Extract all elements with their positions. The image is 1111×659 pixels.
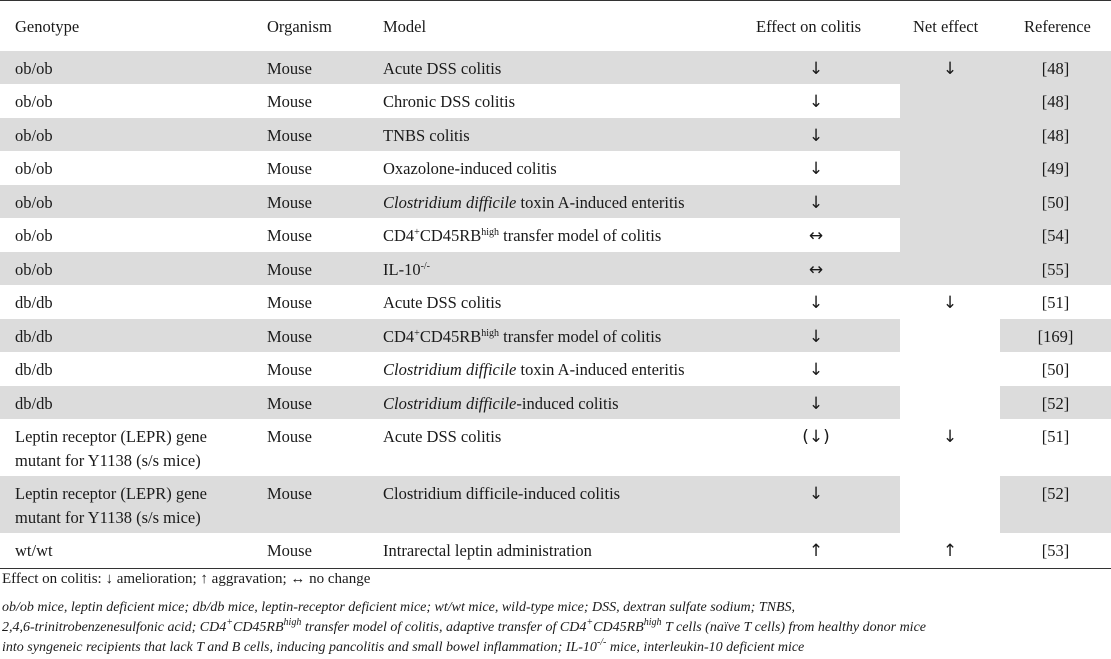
cell-organism: Mouse (267, 484, 312, 503)
genotype-line: Leptin receptor (LEPR) gene (15, 427, 207, 446)
cell-genotype: db/db (15, 394, 53, 413)
cell-reference: [48] (1041, 92, 1070, 111)
cell-organism: Mouse (267, 293, 312, 312)
footnote-legend: Effect on colitis: ↓ amelioration; ↑ aggravation; ↔ no change (2, 571, 371, 587)
model-rest: toxin A-induced enteritis (516, 360, 685, 379)
cell-reference: [53] (1041, 541, 1070, 560)
header-organism: Organism (267, 17, 332, 36)
cell-organism: Mouse (267, 159, 312, 178)
cell-reference: [49] (1041, 159, 1070, 178)
cell-model (383, 191, 753, 215)
cell-genotype: ob/ob (15, 193, 53, 212)
table-row (0, 419, 1111, 476)
cell-reference: [51] (1041, 427, 1070, 446)
cell-model (383, 358, 753, 382)
cell-reference: [48] (1041, 126, 1070, 145)
cell-effect: ↔ (808, 226, 824, 246)
cell-reference: [55] (1041, 260, 1070, 279)
cell-genotype: ob/ob (15, 92, 53, 111)
cell-organism: Mouse (267, 394, 312, 413)
cell-model: Intrarectal leptin administration (383, 541, 592, 560)
table-row (0, 84, 1111, 118)
cell-model: Chronic DSS colitis (383, 92, 516, 111)
cell-effect: ↓ (808, 293, 824, 313)
footnote-sup: + (586, 617, 594, 628)
model-rest: transfer model of colitis (499, 327, 662, 346)
cell-genotype: db/db (15, 327, 53, 346)
footnote-text: 2,4,6-trinitrobenzenesulfonic acid; CD4 (2, 620, 227, 635)
cell-model (383, 325, 753, 349)
cell-net-effect: ↓ (942, 427, 958, 447)
cell-reference: [169] (1037, 327, 1074, 346)
model-sup: high (481, 227, 500, 238)
model-rest: transfer model of colitis (499, 226, 662, 245)
model-italic: Clostridium difficile (383, 394, 517, 413)
cell-organism: Mouse (267, 126, 312, 145)
cell-model: Oxazolone-induced colitis (383, 159, 557, 178)
cell-effect: ↓ (808, 193, 824, 213)
cell-genotype: ob/ob (15, 226, 53, 245)
model-part: CD4 (383, 327, 415, 346)
cell-organism: Mouse (267, 260, 312, 279)
cell-effect: (↓) (802, 427, 830, 447)
footnote-text: CD45RB (232, 620, 284, 635)
cell-reference: [50] (1041, 193, 1070, 212)
footnote-text: T cells (naïve T cells) from healthy donor mice (661, 620, 926, 635)
table-row (0, 386, 1111, 419)
model-rest: toxin A-induced enteritis (516, 193, 685, 212)
table-header (0, 0, 1111, 52)
model-sup: high (481, 328, 500, 339)
cell-effect: ↓ (808, 484, 824, 504)
model-part: IL-10 (383, 260, 421, 279)
cell-genotype (15, 425, 255, 473)
cell-reference: [48] (1041, 59, 1070, 78)
cell-effect: ↓ (808, 59, 824, 79)
model-part: CD45RB (419, 226, 482, 245)
cell-model: Clostridium difficile-induced colitis (383, 484, 621, 503)
cell-genotype: db/db (15, 293, 53, 312)
table-row (0, 51, 1111, 84)
cell-genotype: wt/wt (15, 541, 53, 560)
cell-organism: Mouse (267, 226, 312, 245)
footnote-sup: + (226, 617, 233, 628)
model-part: CD4 (383, 226, 415, 245)
cell-reference: [54] (1041, 226, 1070, 245)
cell-effect: ↔ (808, 260, 824, 280)
header-genotype: Genotype (15, 17, 80, 36)
table-row (0, 533, 1111, 568)
cell-model: TNBS colitis (383, 126, 470, 145)
footnote-text: CD45RB (593, 620, 644, 635)
header-net-effect: Net effect (913, 17, 979, 36)
cell-genotype: db/db (15, 360, 53, 379)
table-bottom-rule (0, 568, 1111, 569)
table-row (0, 285, 1111, 319)
footnote-sup: -/- (596, 637, 607, 648)
footnote-text: into syngeneic recipients that lack T and B cells, inducing pancolitis and small bowel inflammation; IL-10 (2, 640, 597, 655)
model-sup: + (414, 328, 420, 339)
cell-reference: [52] (1041, 484, 1070, 503)
model-sup: + (414, 227, 420, 238)
model-italic: Clostridium difficile (383, 360, 517, 379)
cell-effect: ↓ (808, 92, 824, 112)
footnote-sup: high (643, 617, 662, 628)
cell-effect: ↓ (808, 360, 824, 380)
footnote-abbreviations (2, 598, 1107, 658)
cell-genotype: ob/ob (15, 260, 53, 279)
genotype-line: Leptin receptor (LEPR) gene (15, 484, 207, 503)
header-model: Model (383, 17, 427, 36)
footnote-text: ob/ob mice, leptin deficient mice; db/db mice, leptin-receptor deficient mice; wt/wt mice, wild-type mice; DSS, dextran sulfate sodium; TNBS, (2, 600, 796, 615)
cell-model (383, 258, 753, 282)
table-row (0, 252, 1111, 285)
model-sup: -/- (420, 261, 431, 272)
cell-organism: Mouse (267, 92, 312, 111)
cell-genotype (15, 482, 255, 530)
cell-organism: Mouse (267, 59, 312, 78)
cell-effect: ↓ (808, 327, 824, 347)
model-italic: Clostridium difficile (383, 193, 517, 212)
model-part: CD45RB (419, 327, 482, 346)
cell-genotype: ob/ob (15, 126, 53, 145)
cell-model: Acute DSS colitis (383, 59, 502, 78)
table-row (0, 118, 1111, 151)
footnote-text: transfer model of colitis, adaptive transfer of CD4 (301, 620, 587, 635)
cell-net-effect: ↓ (942, 293, 958, 313)
cell-organism: Mouse (267, 360, 312, 379)
cell-effect: ↑ (808, 541, 824, 561)
table-row (0, 218, 1111, 252)
footnote-text: mice, interleukin-10 deficient mice (606, 640, 805, 655)
table-row (0, 476, 1111, 533)
cell-reference: [50] (1041, 360, 1070, 379)
cell-genotype: ob/ob (15, 159, 53, 178)
cell-organism: Mouse (267, 541, 312, 560)
cell-model: Acute DSS colitis (383, 427, 502, 446)
header-reference: Reference (1024, 17, 1091, 36)
header-effect: Effect on colitis (756, 17, 862, 36)
model-rest: -induced colitis (516, 394, 619, 413)
table-row (0, 352, 1111, 386)
cell-model: Acute DSS colitis (383, 293, 502, 312)
cell-effect: ↓ (808, 126, 824, 146)
cell-organism: Mouse (267, 193, 312, 212)
genotype-line: mutant for Y1138 (s/s mice) (15, 508, 201, 527)
cell-organism: Mouse (267, 327, 312, 346)
cell-reference: [51] (1041, 293, 1070, 312)
cell-genotype: ob/ob (15, 59, 53, 78)
cell-net-effect: ↑ (942, 541, 958, 561)
table-row (0, 185, 1111, 218)
table-row (0, 151, 1111, 185)
cell-effect: ↓ (808, 394, 824, 414)
cell-model (383, 224, 753, 248)
cell-model (383, 392, 753, 416)
cell-effect: ↓ (808, 159, 824, 179)
cell-net-effect: ↓ (942, 59, 958, 79)
cell-organism: Mouse (267, 427, 312, 446)
footnote-sup: high (283, 617, 302, 628)
table-row (0, 319, 1111, 352)
genotype-line: mutant for Y1138 (s/s mice) (15, 451, 201, 470)
cell-reference: [52] (1041, 394, 1070, 413)
